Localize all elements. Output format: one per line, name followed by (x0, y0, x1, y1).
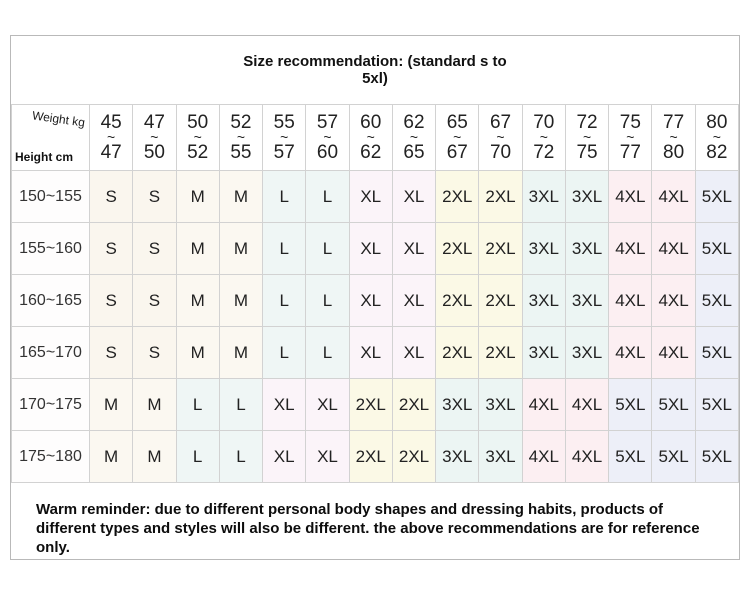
size-cell: 3XL (565, 275, 608, 327)
height-label-cell: 160~165 (12, 275, 90, 327)
size-cell: 3XL (522, 327, 565, 379)
weight-header-cell: 80 ~ 82 (695, 105, 738, 171)
weight-header-cell: 75 ~ 77 (609, 105, 652, 171)
size-cell: XL (349, 223, 392, 275)
weight-header-cell: 77 ~ 80 (652, 105, 695, 171)
size-cell: 3XL (436, 379, 479, 431)
size-cell: XL (392, 223, 435, 275)
size-cell: M (219, 275, 262, 327)
size-cell: XL (392, 327, 435, 379)
size-cell: 3XL (565, 327, 608, 379)
page-title-line-2: 5xl) (362, 70, 388, 87)
size-cell: 2XL (479, 171, 522, 223)
size-cell: L (219, 379, 262, 431)
size-cell: S (133, 327, 176, 379)
size-cell: M (219, 171, 262, 223)
size-cell: 5XL (695, 223, 738, 275)
height-label-cell: 175~180 (12, 431, 90, 483)
size-cell: L (263, 171, 306, 223)
weight-header-cell: 65 ~ 67 (436, 105, 479, 171)
size-cell: 3XL (565, 171, 608, 223)
size-cell: S (133, 275, 176, 327)
size-cell: XL (306, 431, 349, 483)
size-cell: L (219, 431, 262, 483)
size-cell: 4XL (652, 275, 695, 327)
height-label-cell: 150~155 (12, 171, 90, 223)
height-label-cell: 170~175 (12, 379, 90, 431)
size-cell: 3XL (522, 223, 565, 275)
weight-header-cell: 60 ~ 62 (349, 105, 392, 171)
size-cell: 5XL (695, 327, 738, 379)
size-cell: L (263, 275, 306, 327)
size-cell: M (219, 223, 262, 275)
size-cell: L (306, 327, 349, 379)
weight-header-cell: 50 ~ 52 (176, 105, 219, 171)
size-cell: XL (392, 171, 435, 223)
size-recommendation-table (11, 104, 739, 483)
table-row (12, 275, 739, 327)
size-cell: 3XL (565, 223, 608, 275)
size-cell: L (306, 223, 349, 275)
size-cell: M (176, 275, 219, 327)
size-cell: 2XL (436, 327, 479, 379)
size-cell: 2XL (436, 275, 479, 327)
height-label-cell: 165~170 (12, 327, 90, 379)
size-cell: XL (392, 275, 435, 327)
table-row (12, 379, 739, 431)
weight-header-cell: 62 ~ 65 (392, 105, 435, 171)
size-cell: 4XL (609, 327, 652, 379)
size-cell: 5XL (652, 431, 695, 483)
size-cell: S (90, 275, 133, 327)
size-cell: XL (349, 275, 392, 327)
height-label-cell: 155~160 (12, 223, 90, 275)
size-cell: 3XL (479, 431, 522, 483)
size-cell: 2XL (479, 223, 522, 275)
size-cell: 4XL (609, 223, 652, 275)
size-cell: M (176, 223, 219, 275)
size-cell: XL (263, 431, 306, 483)
weight-header-cell: 52 ~ 55 (219, 105, 262, 171)
table-row (12, 171, 739, 223)
size-cell: L (306, 275, 349, 327)
size-cell: 2XL (349, 431, 392, 483)
size-cell: 4XL (652, 223, 695, 275)
size-cell: M (133, 379, 176, 431)
size-cell: 2XL (436, 223, 479, 275)
weight-header-cell: 72 ~ 75 (565, 105, 608, 171)
size-cell: 2XL (479, 275, 522, 327)
size-cell: 2XL (392, 379, 435, 431)
size-cell: 2XL (392, 431, 435, 483)
size-cell: 4XL (652, 327, 695, 379)
size-cell: S (133, 223, 176, 275)
size-cell: 3XL (479, 379, 522, 431)
table-row (12, 327, 739, 379)
size-cell: 5XL (695, 275, 738, 327)
size-cell: S (90, 327, 133, 379)
table-row (12, 431, 739, 483)
weight-header-row (12, 105, 739, 171)
corner-header-cell (12, 105, 90, 171)
size-cell: 4XL (522, 379, 565, 431)
corner-weight-label: Weight kg (31, 108, 86, 130)
size-cell: 5XL (695, 379, 738, 431)
size-cell: 3XL (436, 431, 479, 483)
size-cell: S (90, 223, 133, 275)
size-cell: S (90, 171, 133, 223)
weight-header-cell: 67 ~ 70 (479, 105, 522, 171)
size-chart-frame (10, 35, 740, 560)
size-cell: XL (349, 327, 392, 379)
size-cell: 4XL (652, 171, 695, 223)
size-cell: XL (306, 379, 349, 431)
size-cell: M (176, 171, 219, 223)
size-cell: 2XL (479, 327, 522, 379)
size-cell: 5XL (609, 431, 652, 483)
size-cell: 5XL (609, 379, 652, 431)
size-cell: 5XL (695, 171, 738, 223)
weight-header-cell: 47 ~ 50 (133, 105, 176, 171)
size-cell: 5XL (695, 431, 738, 483)
size-cell: 4XL (565, 379, 608, 431)
size-cell: 2XL (349, 379, 392, 431)
weight-header-cell: 45 ~ 47 (90, 105, 133, 171)
size-cell: M (219, 327, 262, 379)
page-title-line-1: Size recommendation: (standard s to (243, 52, 507, 70)
size-cell: 4XL (609, 171, 652, 223)
page-title (11, 36, 739, 104)
size-cell: L (263, 327, 306, 379)
size-cell: L (306, 171, 349, 223)
size-cell: 2XL (436, 171, 479, 223)
size-cell: S (133, 171, 176, 223)
weight-header-cell: 55 ~ 57 (263, 105, 306, 171)
size-cell: M (90, 431, 133, 483)
size-cell: 4XL (522, 431, 565, 483)
size-cell: XL (263, 379, 306, 431)
table-row (12, 223, 739, 275)
size-cell: XL (349, 171, 392, 223)
size-cell: 4XL (565, 431, 608, 483)
weight-header-cell: 57 ~ 60 (306, 105, 349, 171)
size-cell: 4XL (609, 275, 652, 327)
size-cell: L (176, 379, 219, 431)
size-cell: L (176, 431, 219, 483)
size-cell: 3XL (522, 171, 565, 223)
weight-header-cell: 70 ~ 72 (522, 105, 565, 171)
size-cell: M (176, 327, 219, 379)
size-cell: M (90, 379, 133, 431)
corner-height-label: Height cm (15, 150, 74, 164)
size-cell: 3XL (522, 275, 565, 327)
size-cell: 5XL (652, 379, 695, 431)
warm-reminder-text: Warm reminder: due to different personal body shapes and dressing habits, products of different types and styles will also be different. the above recommendations are for reference only. (36, 501, 700, 557)
size-cell: L (263, 223, 306, 275)
size-cell: M (133, 431, 176, 483)
